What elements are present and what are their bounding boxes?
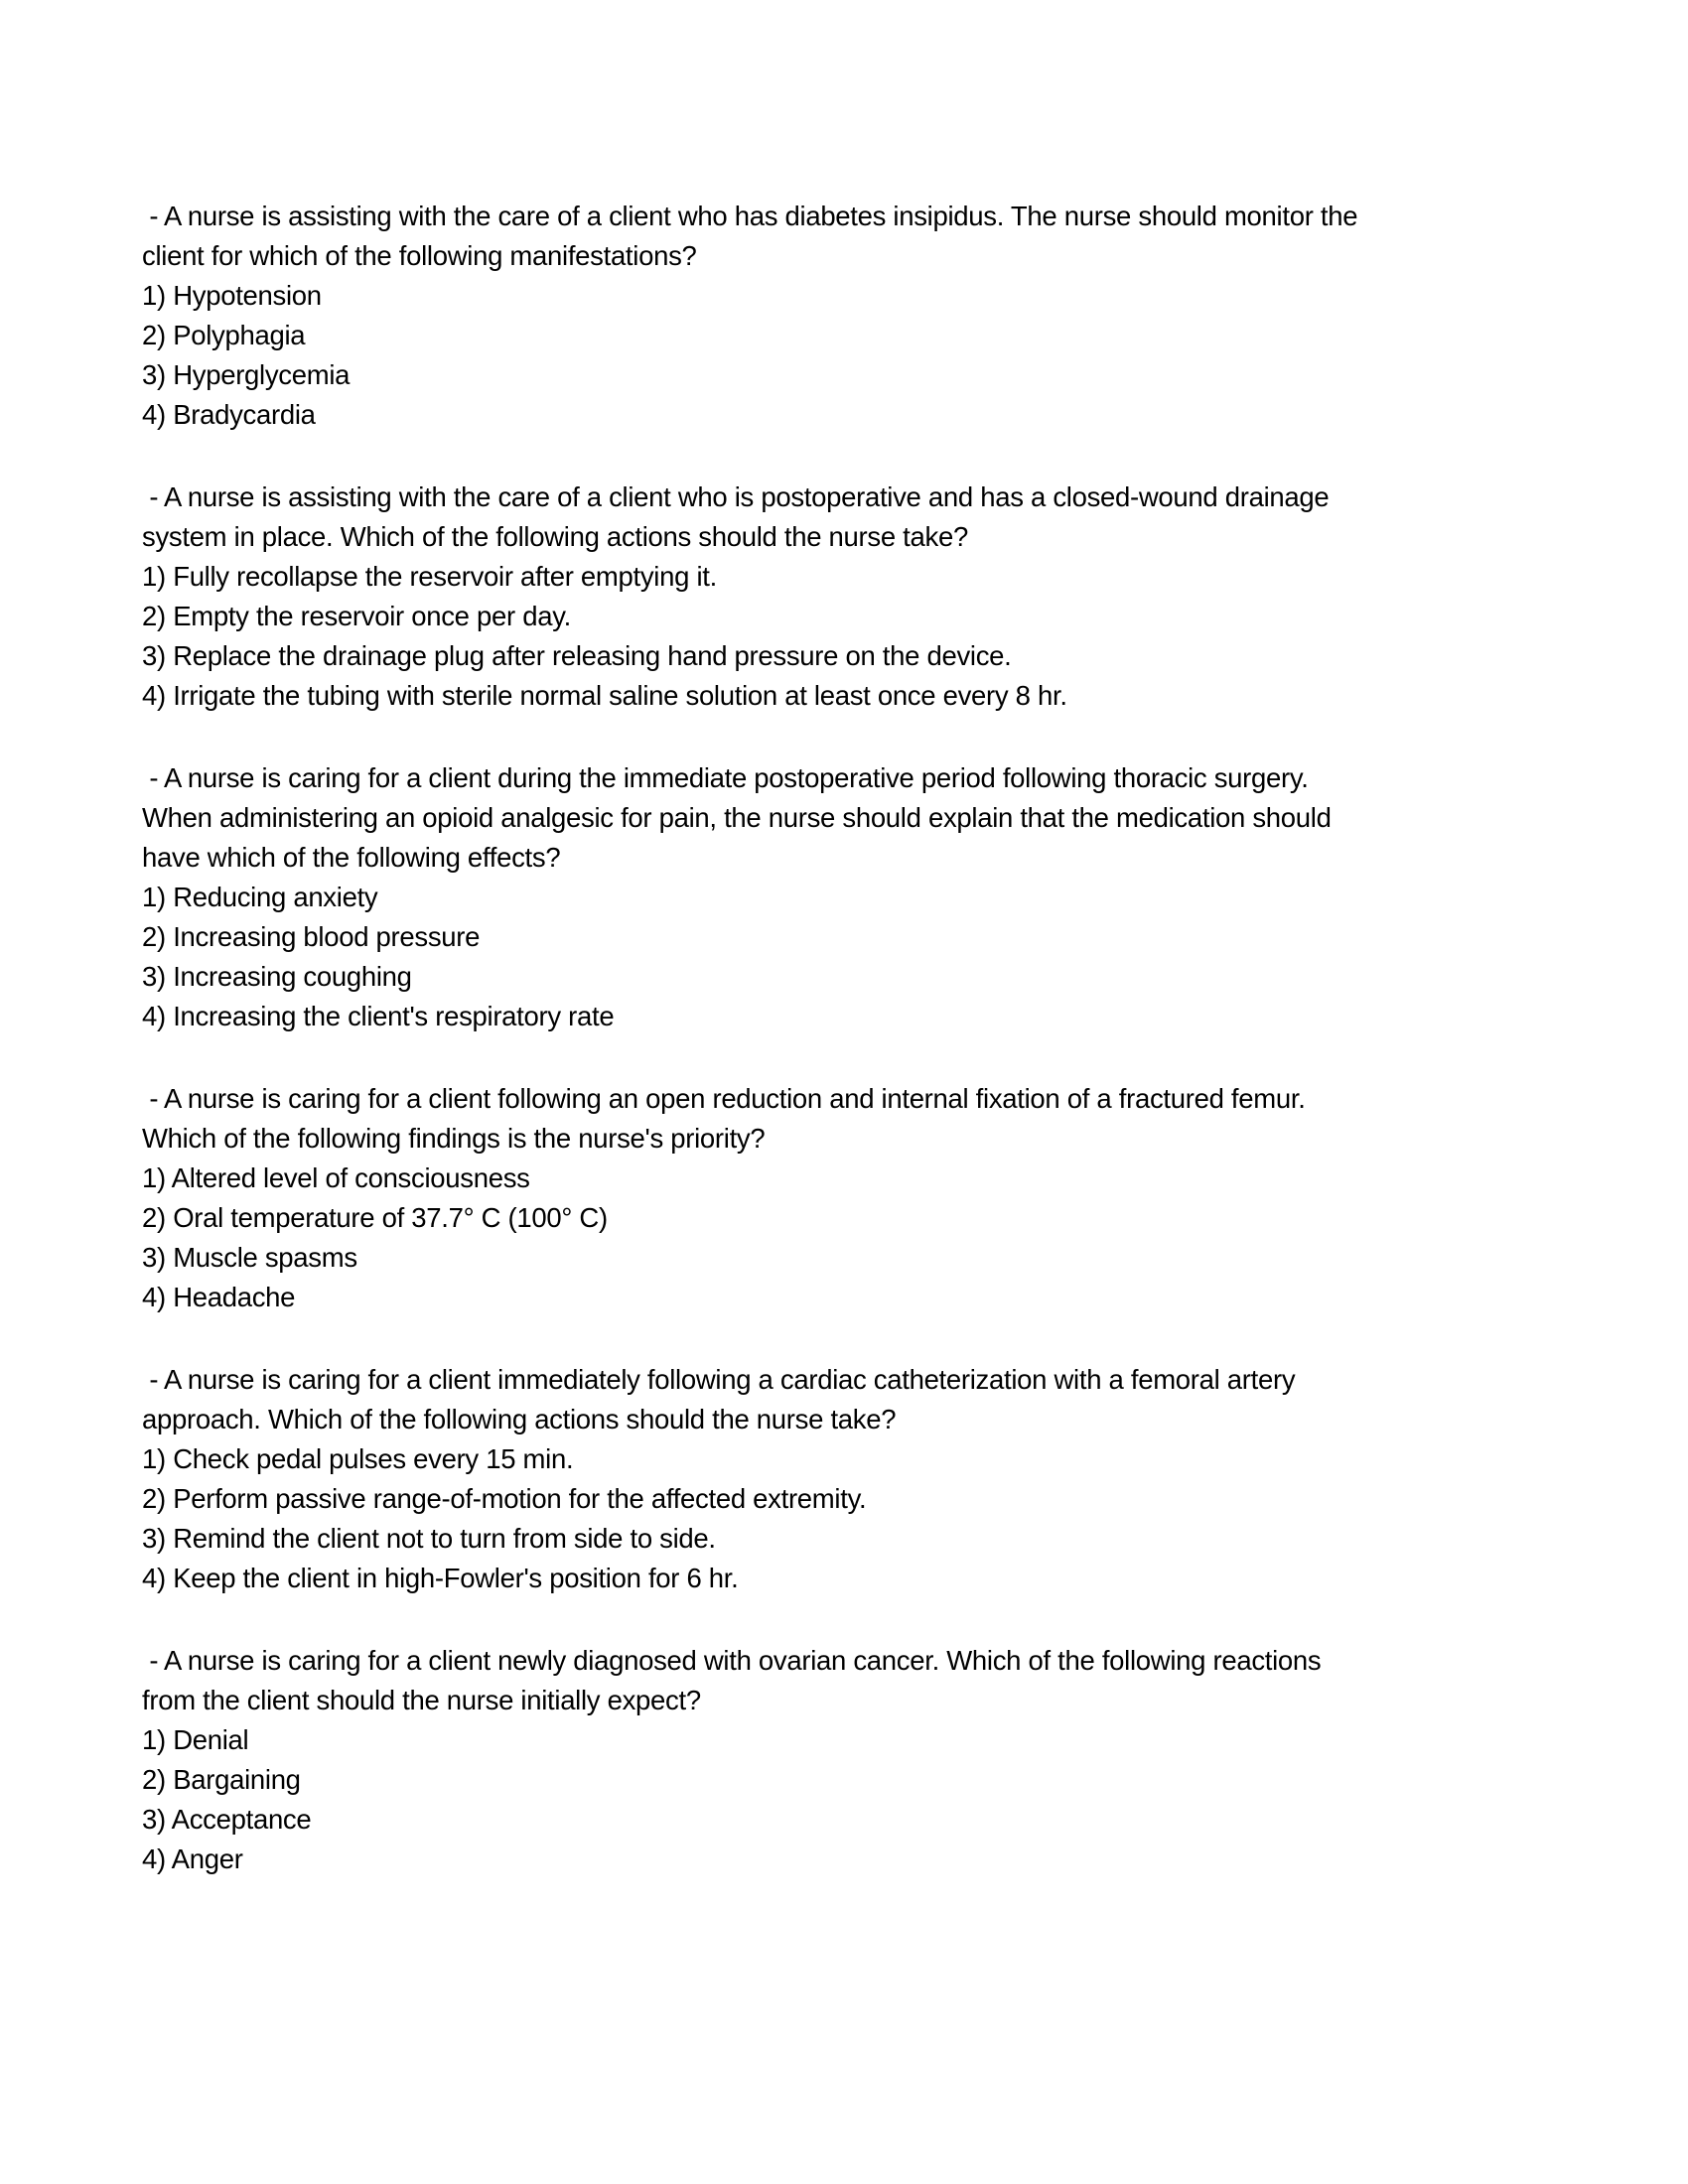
- answer-option: 4) Headache: [142, 1282, 296, 1312]
- question-stem-line: - A nurse is caring for a client newly diagnosed with ovarian cancer. Which of the following reactions: [142, 1645, 1322, 1676]
- answer-option: 3) Muscle spasms: [142, 1242, 357, 1273]
- answer-option: 2) Bargaining: [142, 1764, 301, 1795]
- answer-option: 3) Acceptance: [142, 1804, 312, 1835]
- answer-option: 2) Increasing blood pressure: [142, 921, 481, 952]
- question-stem-line: - A nurse is assisting with the care of a client who has diabetes insipidus. The nurse should monitor the: [142, 201, 1358, 231]
- question-stem-line: Which of the following findings is the nurse's priority?: [142, 1123, 766, 1154]
- question-stem-line: - A nurse is caring for a client following an open reduction and internal fixation of a fractured femur.: [142, 1083, 1306, 1114]
- question-stem-line: have which of the following effects?: [142, 842, 561, 873]
- answer-option: 2) Oral temperature of 37.7° C (100° C): [142, 1202, 608, 1233]
- question-block: [142, 758, 1589, 1036]
- answer-option: 4) Increasing the client's respiratory rate: [142, 1001, 615, 1031]
- answer-option: 4) Irrigate the tubing with sterile normal saline solution at least once every 8 hr.: [142, 680, 1067, 711]
- question-stem-line: system in place. Which of the following actions should the nurse take?: [142, 521, 968, 552]
- questions-list: [142, 197, 1589, 1879]
- answer-option: 4) Keep the client in high-Fowler's position for 6 hr.: [142, 1563, 739, 1593]
- question-stem-line: - A nurse is caring for a client during the immediate postoperative period following thoracic surgery.: [142, 762, 1309, 793]
- answer-option: 1) Denial: [142, 1724, 249, 1755]
- question-stem-line: When administering an opioid analgesic for pain, the nurse should explain that the medication should: [142, 802, 1332, 833]
- question-block: [142, 197, 1589, 435]
- answer-option: 3) Remind the client not to turn from side to side.: [142, 1523, 716, 1554]
- question-block: [142, 1641, 1589, 1879]
- answer-option: 2) Perform passive range-of-motion for the affected extremity.: [142, 1483, 867, 1514]
- answer-option: 2) Empty the reservoir once per day.: [142, 601, 571, 631]
- question-stem-line: from the client should the nurse initially expect?: [142, 1685, 701, 1715]
- answer-option: 4) Bradycardia: [142, 399, 316, 430]
- answer-option: 1) Hypotension: [142, 280, 322, 311]
- question-stem-line: approach. Which of the following actions should the nurse take?: [142, 1404, 897, 1434]
- answer-option: 1) Reducing anxiety: [142, 882, 378, 912]
- question-stem-line: - A nurse is caring for a client immediately following a cardiac catheterization with a femoral artery: [142, 1364, 1296, 1395]
- answer-option: 1) Fully recollapse the reservoir after emptying it.: [142, 561, 717, 592]
- question-block: [142, 1360, 1589, 1598]
- question-stem-line: - A nurse is assisting with the care of a client who is postoperative and has a closed-wound drainage: [142, 481, 1330, 512]
- answer-option: 3) Increasing coughing: [142, 961, 412, 992]
- question-block: [142, 1079, 1589, 1317]
- answer-option: 1) Altered level of consciousness: [142, 1162, 530, 1193]
- answer-option: 3) Replace the drainage plug after releasing hand pressure on the device.: [142, 640, 1012, 671]
- question-stem-line: client for which of the following manifestations?: [142, 240, 697, 271]
- answer-option: 3) Hyperglycemia: [142, 359, 351, 390]
- answer-option: 1) Check pedal pulses every 15 min.: [142, 1443, 574, 1474]
- answer-option: 2) Polyphagia: [142, 320, 306, 350]
- question-block: [142, 478, 1589, 716]
- answer-option: 4) Anger: [142, 1843, 243, 1874]
